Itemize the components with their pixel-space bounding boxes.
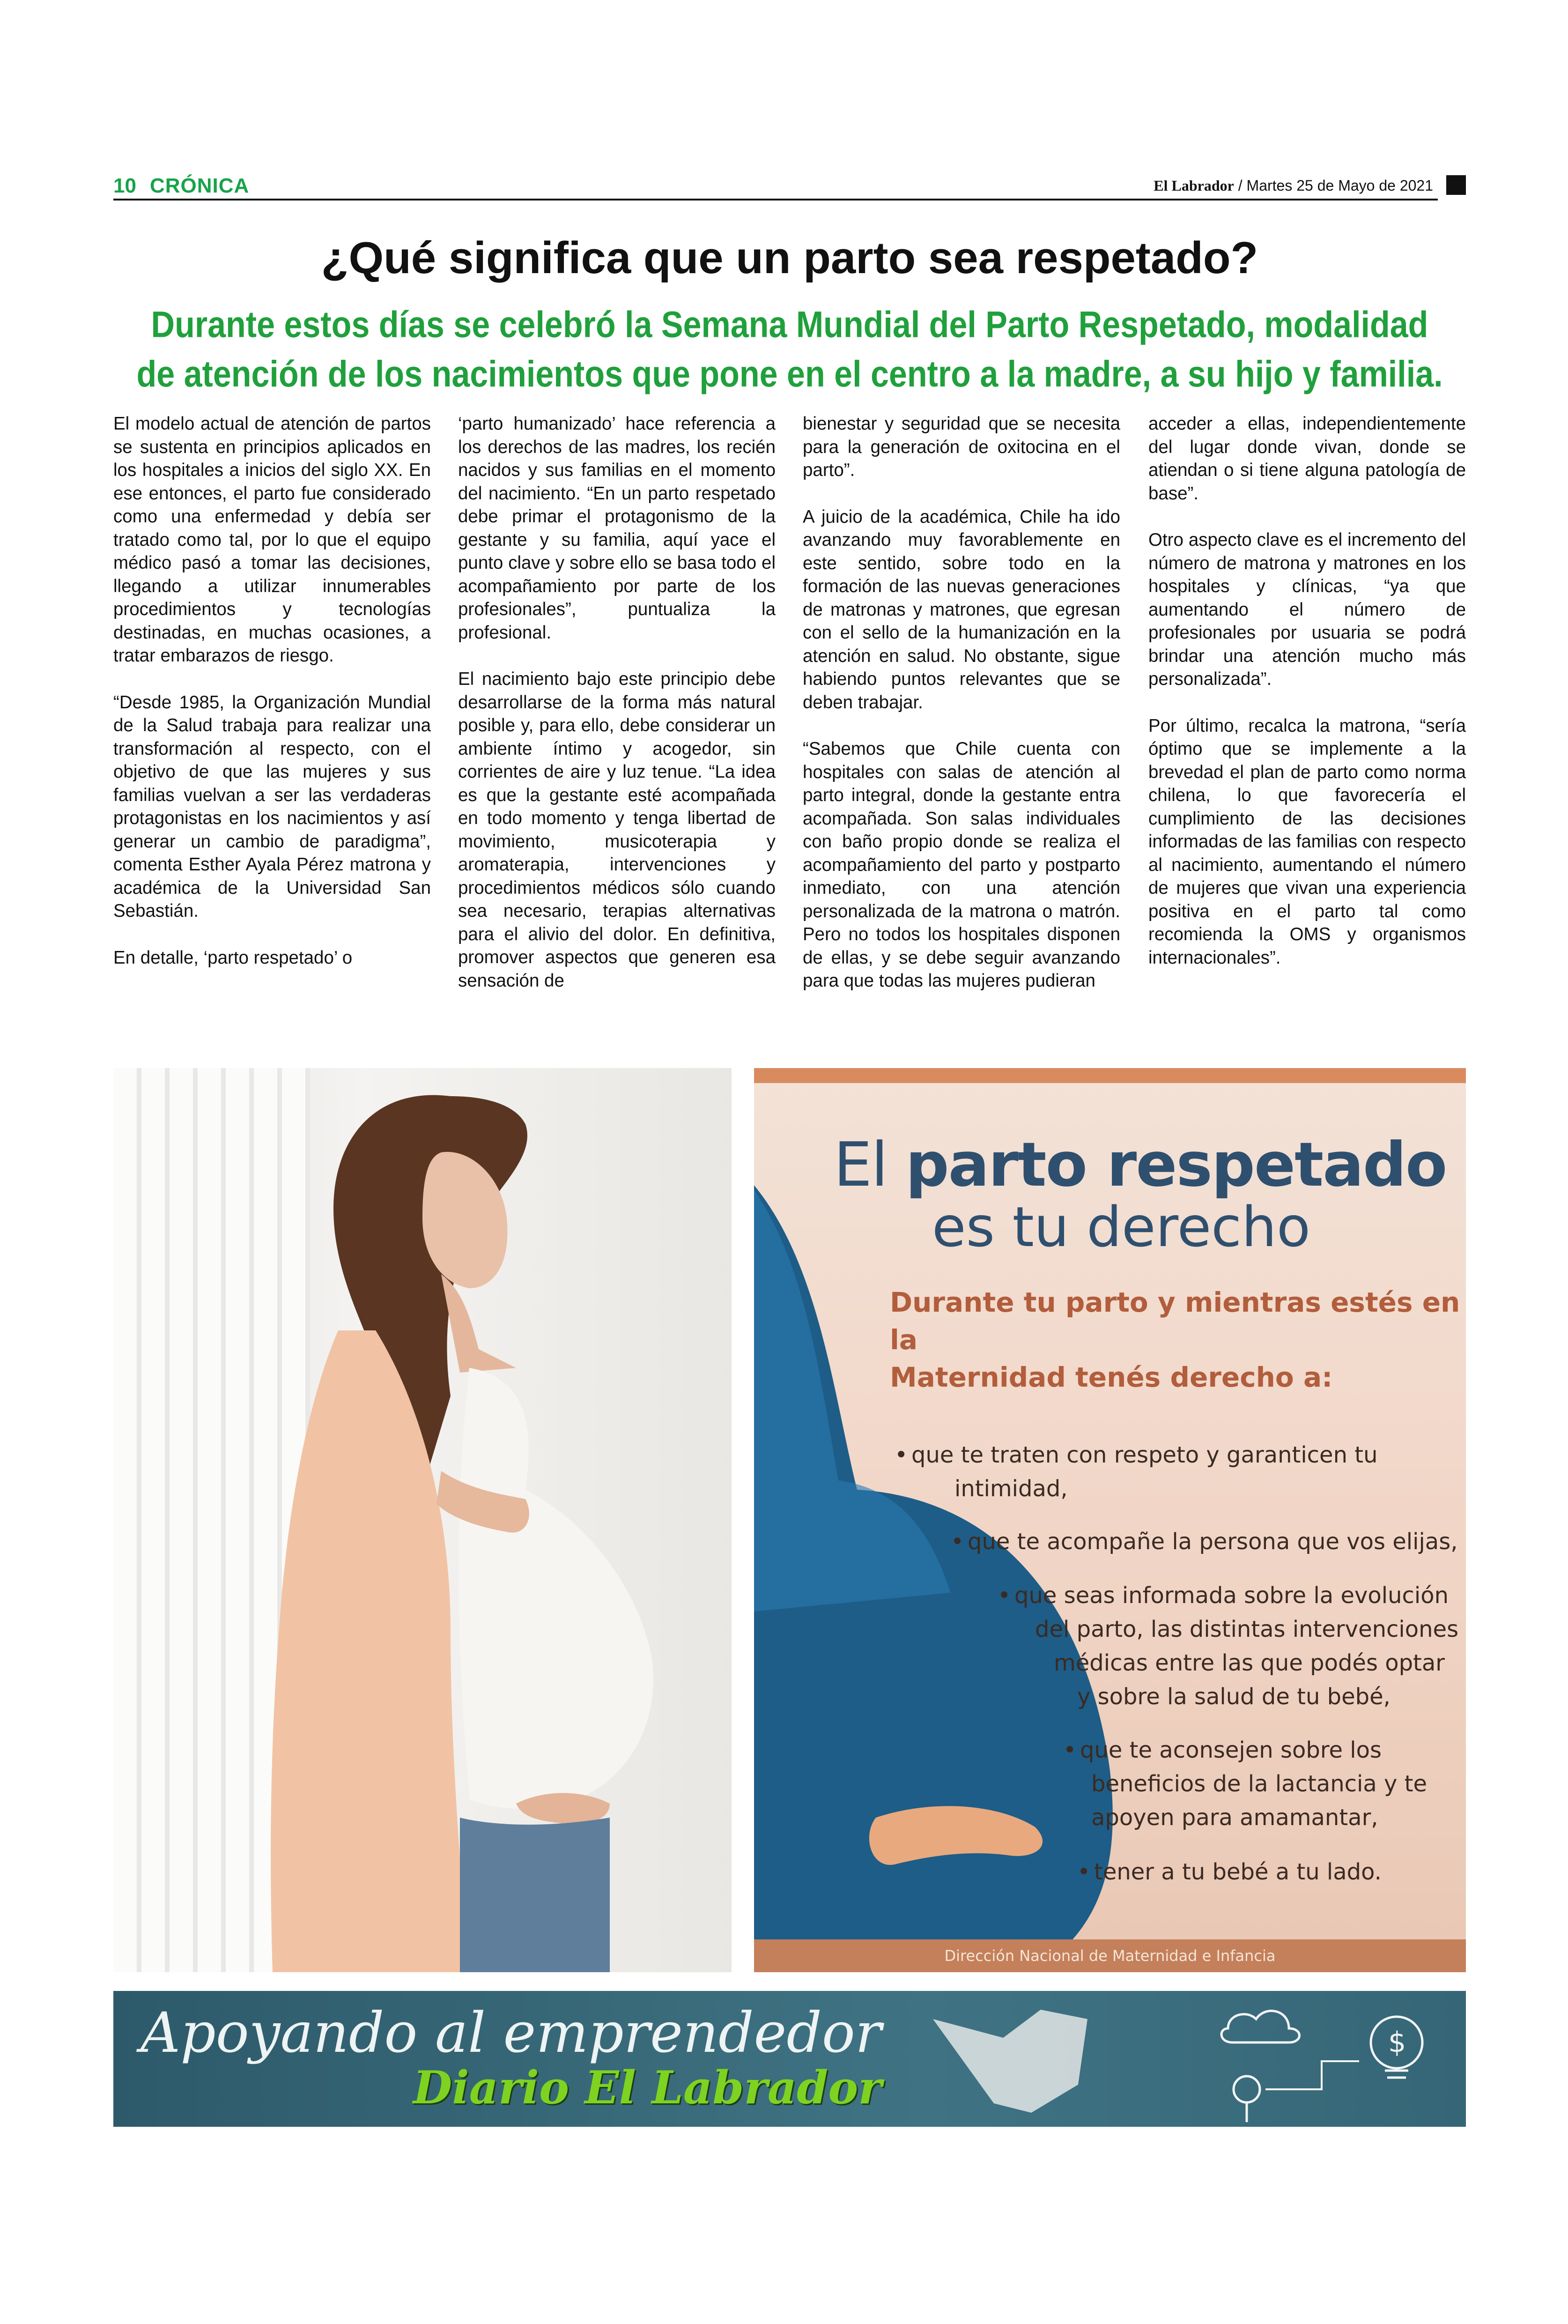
circuit-line-icon bbox=[1265, 2061, 1359, 2089]
article-column-1 bbox=[113, 412, 431, 993]
article-column-3 bbox=[803, 412, 1120, 1016]
publication-dateline bbox=[1154, 177, 1433, 194]
article-subhead bbox=[113, 300, 1466, 399]
paragraph: En detalle, ‘parto respetado’ o bbox=[113, 947, 353, 968]
paragraph: bienestar y seguridad que se necesita para la generación de oxitocina en el parto”. bbox=[803, 414, 1120, 480]
poster-intro bbox=[890, 1284, 1466, 1396]
header-rule bbox=[113, 199, 1438, 200]
poster-footer-text: Dirección Nacional de Maternidad e Infancia bbox=[944, 1947, 1276, 1965]
svg-text:$: $ bbox=[1388, 2026, 1406, 2059]
rights-list-line: beneficios de la lactancia y te bbox=[1091, 1771, 1427, 1797]
poster-title bbox=[834, 1129, 1446, 1200]
page-header bbox=[113, 174, 1466, 200]
banner-slogan: Apoyando al emprendedor bbox=[141, 2000, 882, 2065]
paragraph: Por último, recalca la matrona, “sería óptimo que se implemente a la brevedad el plan de parto como norma chilena, lo que favorecería el cumplimiento de las decisiones informadas de las familias con respecto al nacimiento, aumentando el número de mujeres que vivan una experiencia positiva en el parto tal como recomienda la OMS y organismos internacionales”. bbox=[1148, 715, 1466, 968]
woman-silhouette bbox=[113, 1068, 732, 1972]
publication-name: El Labrador bbox=[1154, 177, 1234, 194]
banner-brand: Diario El Labrador bbox=[413, 2061, 882, 2114]
rights-list-line: • que te traten con respeto y garanticen tu bbox=[895, 1442, 1378, 1468]
paragraph: “Desde 1985, la Organización Mundial de la Salud trabaja para realizar una transformación al respecto, con el objetivo de que las mujeres y sus familias vuelvan a ser las verdaderas protagonistas en los nacimientos y así generar un cambio de paradigma”, comenta Esther Ayala Pérez matrona y académica de la Universidad San Sebastián. bbox=[113, 692, 431, 921]
chalk-hand-icon bbox=[933, 2010, 1087, 2113]
page-number: 10 bbox=[113, 174, 136, 197]
rights-list-line: apoyen para amamantar, bbox=[1091, 1804, 1378, 1831]
paragraph: “Sabemos que Chile cuenta con hospitales con salas de atención al parto integral, donde la gestante entra acompañada. Son salas individuales con baño propio donde se realiza el acompañamiento del parto y postparto inmediato, con una atención personalizada de la matrona o matrón. Pero no todos los hospitales disponen de ellas, y se debe seguir avanzando para que todas las mujeres pudieran bbox=[803, 739, 1120, 991]
subhead-line-2: de atención de los nacimientos que pone en el centro a la madre, a su hijo y familia. bbox=[136, 353, 1443, 394]
header-square-mark bbox=[1446, 175, 1466, 195]
rights-poster bbox=[754, 1068, 1466, 1972]
article-headline: ¿Qué significa que un parto sea respetado? bbox=[321, 233, 1258, 283]
paragraph: ‘parto humanizado’ hace referencia a los derechos de las madres, los recién nacidos y sus familias en el momento del nacimiento. “En un parto respetado debe primar el protagonismo de la gestante y su familia, aquí yace el punto clave y sobre ello se basa todo el acompañamiento por parte de los profesionales”, puntualiza la profesional. bbox=[458, 414, 776, 643]
pregnant-woman-photo bbox=[113, 1068, 732, 1972]
rights-list-line: intimidad, bbox=[954, 1476, 1068, 1502]
paragraph: El nacimiento bajo este principio debe desarrollarse de la forma más natural posible y, para ello, debe considerar un ambiente íntimo y acogedor, sin corrientes de aire y luz tenue. “La idea es que la gestante esté acompañada en todo momento y tenga libertad de movimiento, musicoterapia y aromaterapia, intervenciones y procedimientos médicos sólo cuando sea necesario, terapias alternativas para el alivio del dolor. En definitiva, promover aspectos que generen esa sensación de bbox=[458, 669, 776, 991]
poster-intro-line-1: Durante tu parto y mientras estés en la bbox=[890, 1286, 1460, 1356]
location-pin-icon bbox=[1234, 2076, 1260, 2102]
rights-list-line: del parto, las distintas intervenciones bbox=[1035, 1616, 1459, 1642]
rights-list-line: • tener a tu bebé a tu lado. bbox=[1077, 1859, 1382, 1885]
rights-list-line: médicas entre las que podés optar bbox=[1054, 1650, 1445, 1676]
section-name: CRÓNICA bbox=[150, 174, 250, 197]
rights-list-line: • que te acompañe la persona que vos elijas, bbox=[951, 1529, 1458, 1555]
lightbulb-icon bbox=[1371, 2017, 1422, 2068]
rights-list-line: • que te aconsejen sobre los bbox=[1063, 1737, 1382, 1763]
issue-date: / Martes 25 de Mayo de 2021 bbox=[1238, 177, 1433, 194]
subhead-line-1: Durante estos días se celebró la Semana Mundial del Parto Respetado, modalidad bbox=[151, 304, 1428, 345]
entrepreneur-banner bbox=[113, 1991, 1466, 2127]
rights-list-line: y sobre la salud de tu bebé, bbox=[1077, 1684, 1390, 1710]
paragraph: Otro aspecto clave es el incremento del número de matrona y matrones en los hospitales y clínicas, “ya que aumentando el número de profesionales por usuaria se podrá brindar una atención mucho más personalizada”. bbox=[1148, 530, 1466, 689]
poster-title-emphasis: parto respetado bbox=[905, 1129, 1447, 1200]
rights-list-line: • que seas informada sobre la evolución bbox=[998, 1582, 1449, 1609]
cloud-icon bbox=[1221, 2011, 1299, 2042]
poster-title-part: El bbox=[834, 1129, 906, 1200]
poster-footer bbox=[754, 1939, 1466, 1972]
poster-intro-line-2: Maternidad tenés derecho a: bbox=[890, 1361, 1333, 1393]
article-column-4 bbox=[1148, 412, 1466, 993]
article-column-2 bbox=[458, 412, 776, 1016]
paragraph: A juicio de la académica, Chile ha ido avanzando muy favorablemente en este sentido, sobre todo en la formación de las nuevas generaciones de matronas y matrones, que egresan con el sello de la humanización en la atención en salud. No obstante, sigue habiendo puntos relevantes que se deben trabajar. bbox=[803, 506, 1120, 713]
poster-title-line-2: es tu derecho bbox=[932, 1195, 1311, 1259]
paragraph: acceder a ellas, independientemente del lugar donde vivan, donde se atiendan o si tiene alguna patología de base”. bbox=[1148, 414, 1466, 504]
paragraph: El modelo actual de atención de partos se sustenta en principios aplicados en los hospitales a inicios del siglo XX. En ese entonces, el parto fue considerado como una enfermedad y debía ser tratado como tal, por lo que el equipo médico pasó a tomar las decisiones, llegando a utilizar innumerables procedimientos y tecnologías destinadas, en muchas ocasiones, a tratar embarazos de riesgo. bbox=[113, 414, 431, 666]
